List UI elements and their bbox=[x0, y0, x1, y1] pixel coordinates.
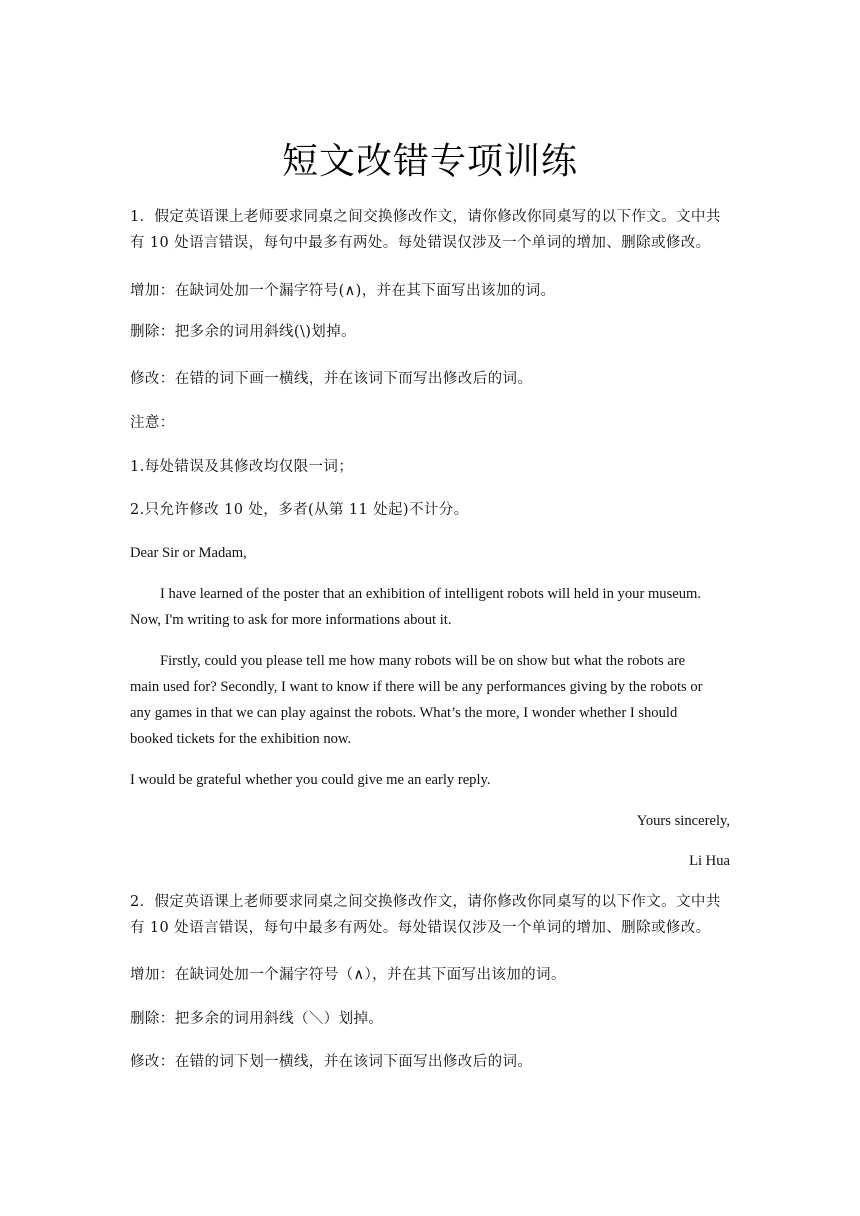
q2-rule-modify: 修改：在错的词下划一横线，并在该词下面写出修改后的词。 bbox=[130, 1054, 533, 1070]
q1-rule-add: 增加：在缺词处加一个漏字符号(∧)，并在其下面写出该加的词。 bbox=[130, 283, 556, 299]
q2-rule-add: 增加：在缺词处加一个漏字符号（∧），并在其下面写出该加的词。 bbox=[130, 967, 566, 983]
q1-instruction-line-2: 有 10 处语言错误，每句中最多有两处。每处错误仅涉及一个单词的增加、删除或修改。 bbox=[130, 235, 711, 251]
q1-rule-delete: 删除：把多余的词用斜线(\)划掉。 bbox=[130, 324, 356, 340]
page-title: 短文改错专项训练 bbox=[281, 141, 578, 182]
q1-rule-modify: 修改：在错的词下画一横线，并在该词下而写出修改后的词。 bbox=[130, 371, 533, 387]
letter-paragraph-3: I would be grateful whether you could give me an early reply. bbox=[130, 772, 491, 788]
q2-rule-delete: 删除：把多余的词用斜线（＼）划掉。 bbox=[130, 1011, 384, 1027]
letter-greeting: Dear Sir or Madam, bbox=[130, 545, 247, 561]
letter-closing: Yours sincerely, bbox=[636, 813, 730, 829]
letter-paragraph-1-line-1: I have learned of the poster that an exhibition of intelligent robots will held in your museum. bbox=[160, 586, 702, 602]
letter-paragraph-2-line-4: booked tickets for the exhibition now. bbox=[130, 731, 352, 747]
q1-instruction-line-1: 1．假定英语课上老师要求同桌之间交换修改作文，请你修改你同桌写的以下作文。文中共 bbox=[130, 209, 721, 225]
q1-note-1: 1.每处错误及其修改均仅限一词； bbox=[130, 459, 354, 475]
q1-note-heading: 注意： bbox=[130, 415, 175, 431]
letter-paragraph-2-line-1: Firstly, could you please tell me how many robots will be on show but what the robots are bbox=[160, 653, 686, 669]
q1-note-2: 2.只允许修改 10 处，多者(从第 11 处起)不计分。 bbox=[130, 502, 469, 518]
letter-paragraph-2-line-2: main used for? Secondly, I want to know if there will be any performances giving by the robots or bbox=[130, 679, 703, 695]
letter-signature: Li Hua bbox=[689, 853, 730, 869]
q2-instruction-line-2: 有 10 处语言错误，每句中最多有两处。每处错误仅涉及一个单词的增加、删除或修改。 bbox=[130, 920, 711, 936]
letter-paragraph-2-line-3: any games in that we can play against the robots. What’s the more, I wonder whether I should bbox=[130, 705, 678, 721]
letter-paragraph-1-line-2: Now, I'm writing to ask for more informations about it. bbox=[130, 612, 452, 628]
q2-instruction-line-1: 2．假定英语课上老师要求同桌之间交换修改作文，请你修改你同桌写的以下作文。文中共 bbox=[130, 894, 721, 910]
